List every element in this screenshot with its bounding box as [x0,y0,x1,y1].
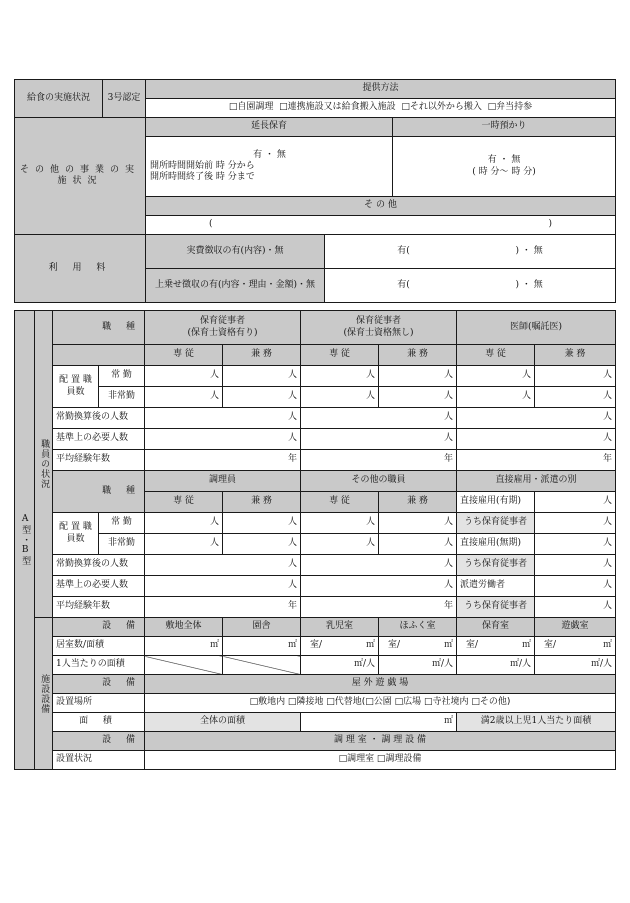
staff-count-input[interactable]: 人 [535,387,616,408]
sub-dedicated: 専 従 [301,492,379,513]
employment-type-header: 直接雇用・派遣の別 [457,471,616,492]
staff-count-input[interactable]: 人 [145,366,223,387]
required-input[interactable]: 人 [301,429,457,450]
sub-dedicated: 専 従 [145,492,223,513]
avg-years-label: 平均経験年数 [53,450,145,471]
other-open-paren: ( [209,219,213,230]
sqm-unit: ㎡ [365,640,375,651]
staff-count-input[interactable]: 人 [457,387,535,408]
staff-count-input[interactable]: 人 [301,366,379,387]
meal-method-options [146,99,616,118]
option-bento[interactable]: □弁当持参 [487,102,533,113]
option-partner-delivery[interactable]: □連携施設又は給食搬入施設 [279,102,396,113]
sqm-unit: ㎡ [521,640,531,651]
area-input[interactable]: ㎡ [145,637,223,656]
sub-dedicated: 専 従 [301,345,379,366]
role-header-1: 職 種 [53,311,145,345]
room-unit: 室/ [310,640,323,651]
staff-count-input[interactable]: 人 [457,366,535,387]
role-cook: 調理員 [145,471,301,492]
rooms-area-input[interactable] [457,637,535,656]
avg-years-input[interactable]: 年 [301,450,457,471]
dispatched-worker-label: 派遣労働者 [457,576,535,597]
required-label: 基準上の必要人数 [53,429,145,450]
col-site: 敷地全体 [145,618,223,637]
na-cell [145,656,223,675]
na-cell [223,656,301,675]
actual-cost-label: 実費徴収の有(内容)・無 [146,235,325,269]
role-nursery-unqualified: 保育従事者 (保育士資格無し) [301,311,457,345]
installation-label: 設置状況 [53,751,145,770]
col-infant-room: 乳児室 [301,618,379,637]
employment-count-input[interactable]: 人 [535,513,616,534]
direct-indefinite-label: 直接雇用(無期) [457,534,535,555]
staff-count-input[interactable]: 人 [301,534,379,555]
fees-label: 利 用 料 [15,235,146,303]
location-label: 設置場所 [53,694,145,713]
fte-label: 常勤換算後の人数 [53,408,145,429]
sub-concurrent: 兼 務 [535,345,616,366]
extended-care-cell [146,137,393,197]
actual-cost-value: 有( [397,245,410,256]
meal-and-services-table [14,79,616,303]
avg-years-input[interactable]: 年 [145,597,301,618]
per-person-input[interactable]: ㎡/人 [301,656,379,675]
extra-charge-close: ) ・ 無 [515,279,543,290]
fte-input[interactable]: 人 [457,408,616,429]
actual-cost-close: ) ・ 無 [515,245,543,256]
sub-dedicated: 専 従 [145,345,223,366]
over2-area-label: 満2歳以上児1人当たり面積 [457,713,616,732]
rooms-area-input[interactable] [301,637,379,656]
staff-count-input[interactable]: 人 [379,366,457,387]
extra-charge-value: 有( [397,279,410,290]
direct-fixed-term-label: 直接雇用(有期) [457,492,535,513]
required-input[interactable]: 人 [145,576,301,597]
actual-cost-field[interactable] [325,235,616,269]
temporary-care-cell [393,137,616,197]
staff-count-input[interactable]: 人 [223,366,301,387]
sub-concurrent: 兼 務 [223,492,301,513]
sub-concurrent: 兼 務 [379,492,457,513]
fte-input[interactable]: 人 [145,555,301,576]
temporary-time: ( 時 分〜 時 分) [472,166,536,177]
staff-count-input[interactable]: 人 [379,513,457,534]
ab-type-label: A型・B型 [15,311,35,770]
fte-label-2: 常勤換算後の人数 [53,555,145,576]
temporary-care-header: 一時預かり [393,118,616,137]
rooms-area-input[interactable] [535,637,616,656]
role-header-2: 職 種 [53,471,145,513]
location-options[interactable]: □敷地内 □隣接地 □代替地(□公園 □広場 □寺社境内 □その他) [145,694,616,713]
role-doctor: 医師(嘱託医) [457,311,616,345]
role-nursery-qualified: 保育従事者 (保育士資格有り) [145,311,301,345]
fte-input[interactable]: 人 [145,408,301,429]
placement-label: 配 置 職員数 [53,366,99,408]
other-services-label: その他の事業の実施状況 [15,118,146,235]
staff-count-input[interactable]: 人 [223,387,301,408]
equipment-header: 設 備 [53,618,145,637]
staff-facility-table [14,310,616,770]
staff-count-input[interactable]: 人 [379,387,457,408]
avg-years-input[interactable]: 年 [301,597,457,618]
outdoor-playground-header: 屋 外 遊 戯 場 [145,675,616,694]
full-time-label: 常 勤 [99,366,145,387]
col-playroom: 遊戯室 [535,618,616,637]
meal-method-header: 提供方法 [146,80,616,99]
kitchen-header: 調 理 室 ・ 調 理 設 備 [145,732,616,751]
of-which-nursery-label: うち保育従事者 [457,555,535,576]
staff-count-input[interactable]: 人 [301,387,379,408]
temporary-presence[interactable]: 有 ・ 無 [487,155,521,166]
total-area-input[interactable]: ㎡ [301,713,457,732]
option-self-cooking[interactable]: □自園調理 [228,102,274,113]
per-person-input[interactable]: ㎡/人 [457,656,535,675]
part-time-label: 非常勤 [99,534,145,555]
avg-years-label-2: 平均経験年数 [53,597,145,618]
extra-charge-field[interactable] [325,269,616,303]
sub-concurrent: 兼 務 [223,345,301,366]
col-crawling-room: ほふく室 [379,618,457,637]
fte-input[interactable]: 人 [301,408,457,429]
staff-status-label: 職員の状況 [35,311,53,618]
facility-label: 施設設備 [35,618,53,770]
per-person-input[interactable]: ㎡/人 [535,656,616,675]
staff-count-input[interactable]: 人 [145,387,223,408]
required-input[interactable]: 人 [457,429,616,450]
avg-years-input[interactable]: 年 [457,450,616,471]
col-nursery-room: 保育室 [457,618,535,637]
of-which-nursery-label: うち保育従事者 [457,513,535,534]
room-unit: 室/ [544,640,557,651]
employment-count-input[interactable]: 人 [535,597,616,618]
staff-count-input[interactable]: 人 [223,534,301,555]
per-person-input[interactable]: ㎡/人 [379,656,457,675]
staff-count-input[interactable]: 人 [535,366,616,387]
rooms-area-label: 居室数/面積 [53,637,145,656]
required-label-2: 基準上の必要人数 [53,576,145,597]
staff-count-input[interactable]: 人 [145,534,223,555]
equipment-header-2: 設 備 [53,675,145,694]
employment-count-input[interactable]: 人 [535,492,616,513]
sub-concurrent: 兼 務 [379,345,457,366]
placement-label-2: 配 置 職員数 [53,513,99,555]
area-input[interactable]: ㎡ [223,637,301,656]
employment-count-input[interactable]: 人 [535,576,616,597]
fte-input[interactable]: 人 [301,555,457,576]
total-area-label: 全体の面積 [145,713,301,732]
part-time-label: 非常勤 [99,387,145,408]
role-other-staff: その他の職員 [301,471,457,492]
sqm-unit: ㎡ [443,640,453,651]
other-close-paren: ) [548,219,553,230]
meal-status-label: 給食の実施状況 [15,80,103,118]
staff-count-input[interactable]: 人 [301,513,379,534]
of-which-nursery-label: うち保育従事者 [457,597,535,618]
room-unit: 室/ [466,640,479,651]
staff-count-input[interactable]: 人 [223,513,301,534]
cert-3-label: 3号認定 [103,80,146,118]
extended-after-close: 開所時間終了後 時 分まで [150,172,255,183]
room-unit: 室/ [388,640,401,651]
extended-care-header: 延長保育 [146,118,393,137]
extended-before-open: 開所時間開始前 時 分から [150,160,255,171]
equipment-header-3: 設 備 [53,732,145,751]
option-other-delivery[interactable]: □それ以外から搬入 [401,102,482,113]
required-input[interactable]: 人 [301,576,457,597]
staff-count-input[interactable]: 人 [379,534,457,555]
employment-count-input[interactable]: 人 [535,555,616,576]
employment-count-input[interactable]: 人 [535,534,616,555]
extra-charge-label: 上乗せ徴収の有(内容・理由・金額)・無 [146,269,325,303]
kitchen-options[interactable]: □調理室 □調理設備 [145,751,616,770]
full-time-label: 常 勤 [99,513,145,534]
staff-count-input[interactable]: 人 [145,513,223,534]
sub-dedicated: 専 従 [457,345,535,366]
avg-years-input[interactable]: 年 [145,450,301,471]
col-building: 園舎 [223,618,301,637]
other-detail-field[interactable] [146,216,616,235]
other-header: そ の 他 [146,197,616,216]
extended-presence[interactable]: 有 ・ 無 [253,149,286,160]
rooms-area-input[interactable] [379,637,457,656]
sqm-unit: ㎡ [602,640,612,651]
area-label: 面 積 [53,713,145,732]
required-input[interactable]: 人 [145,429,301,450]
per-person-area-label: 1人当たりの面積 [53,656,145,675]
